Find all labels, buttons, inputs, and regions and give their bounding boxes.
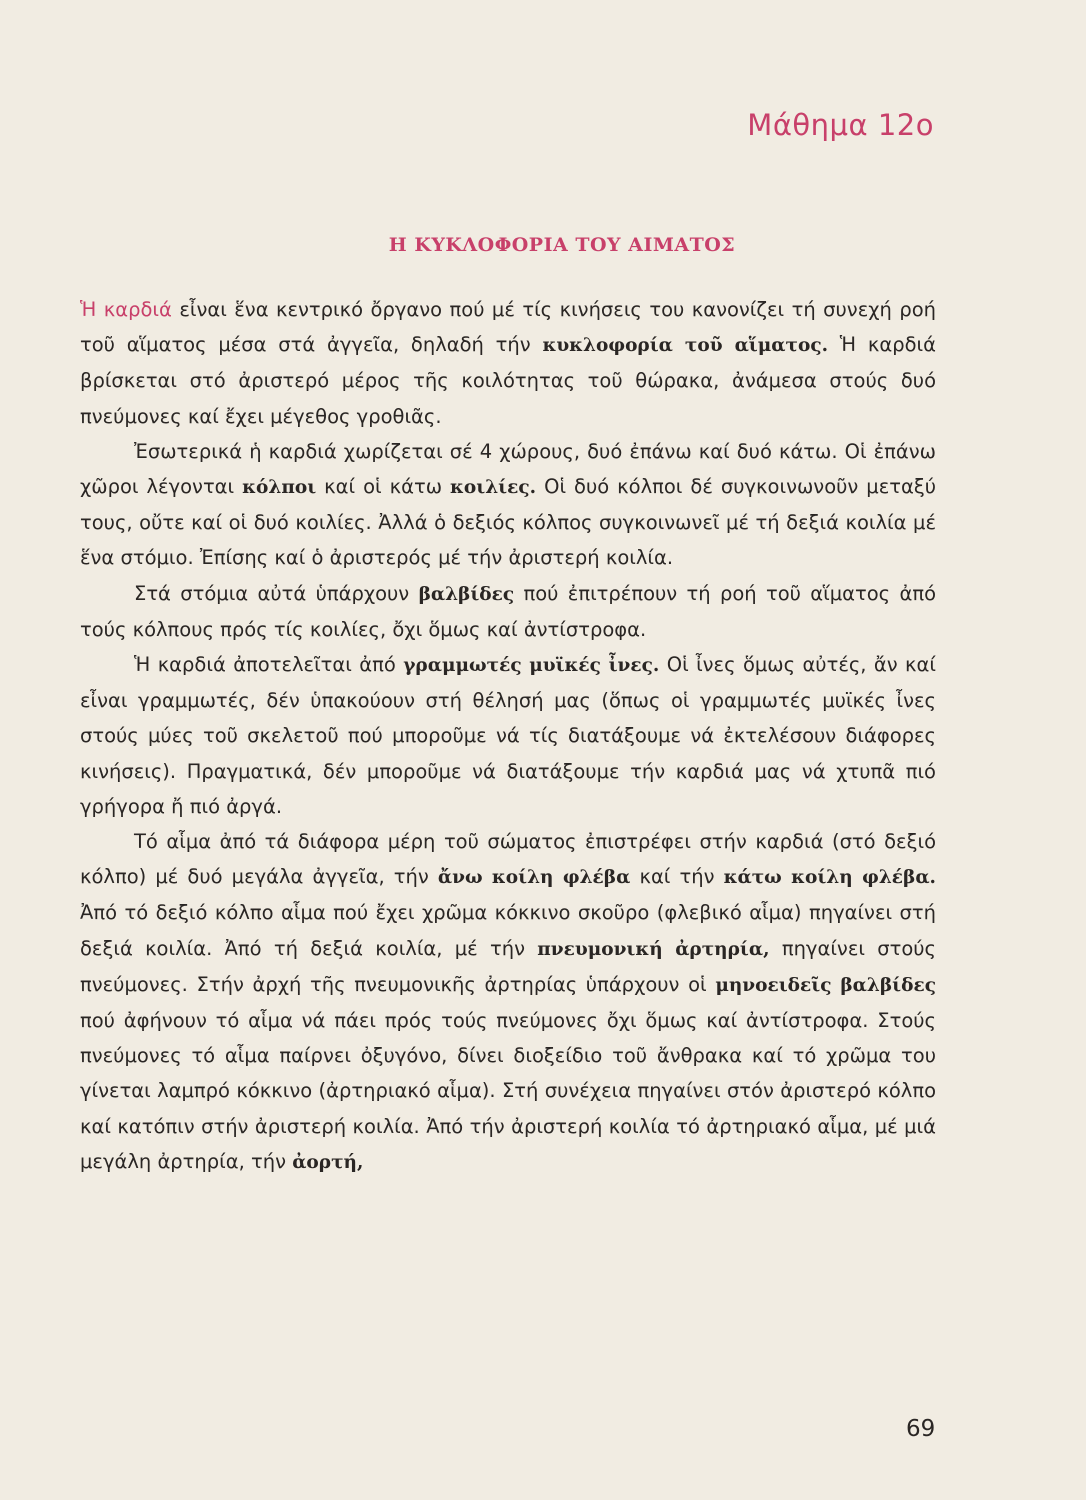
text-run: πηγαίνει στούς πνεύμονες. Στήν ἀρχή τῆς πνευμονικῆς ἀρτηρίας ὑπάρχουν οἱ [80,936,936,996]
text-run: Τό αἷμα ἀπό τά διάφορα μέρη τοῦ σώματος ἐπιστρέφει στήν καρδιά (στό δεξιό κόλπο) μέ δυό μεγάλα ἀγγεῖα, τήν [80,830,936,889]
key-term: κάτω κοίλη φλέβα. [723,867,936,889]
text-run: καί οἱ κάτω [316,475,451,499]
text-run: καί τήν [630,865,724,889]
text-run: Ἀπό τό δεξιό κόλπο αἷμα πού ἔχει χρῶμα κόκκινο σκοῦρο (φλεβικό αἷμα) πηγαίνει στή δεξιά κοιλία. Ἀπό τή δεξιά κοιλία, μέ τήν [80,901,936,960]
paragraph [80,824,936,1180]
key-term: γραμμωτές μυϊκές ἶνες. [403,655,660,677]
paragraph [80,434,936,576]
paragraph [80,647,936,824]
text-run: Ἡ καρδιά βρίσκεται στό ἀριστερό μέρος τῆς κοιλότητας τοῦ θώρακα, ἀνάμεσα στούς δυό πνεύμονες καί ἔχει μέγεθος γροθιᾶς. [80,333,936,428]
text-run: Στά στόμια αὐτά ὑπάρχουν [134,581,419,605]
lesson-label: Μάθημα 12ο [747,108,934,142]
paragraph [80,576,936,647]
lead-words: Ἡ καρδιά [80,298,172,321]
text-run: Ἐσωτερικά ἡ καρδιά χωρίζεται σέ 4 χώρους, δυό ἐπάνω καί δυό κάτω. Οἱ ἐπάνω χῶροι λέγονται [80,439,936,499]
chapter-title: Η ΚΥΚΛΟΦΟΡΙΑ ΤΟΥ ΑΙΜΑΤΟΣ [388,234,736,256]
key-term: κυκλοφορία τοῦ αἵματος. [542,335,829,357]
key-term: ἄνω κοίλη φλέβα [437,867,631,889]
key-term: μηνοειδεῖς βαλβίδες [715,974,936,996]
key-term: βαλβίδες [418,583,515,605]
page-number: 69 [906,1416,936,1442]
key-term: πνευμονική ἀρτηρία, [537,938,770,960]
text-run: εἶναι ἕνα κεντρικό ὄργανο πού μέ τίς κινήσεις του κανονίζει τή συνεχή ροή τοῦ αἵματος μέσα στά ἀγγεῖα, δηλαδή τήν [80,298,936,357]
paragraph [80,292,936,434]
text-run: πού ἐπιτρέπουν τή ροή τοῦ αἵματος ἀπό τούς κόλπους πρός τίς κοιλίες, ὄχι ὅμως καί ἀντίστροφα. [80,581,936,641]
text-run: Οἱ ἶνες ὅμως αὐτές, ἄν καί εἶναι γραμμωτές, δέν ὑπακούουν στή θέλησή μας (ὅπως οἱ γραμμωτές μυϊκές ἶνες στούς μύες τοῦ σκελετοῦ πού μποροῦμε νά τίς διατάξουμε νά ἐκτελέσουν διάφορες κινήσεις). Πραγματικά, δέν μποροῦμε νά διατάξουμε τήν καρδιά μας νά χτυπᾶ πιό γρήγορα ἤ πιό ἀργά. [80,653,936,818]
text-run: Οἱ δυό κόλποι δέ συγκοινωνοῦν μεταξύ τους, οὔτε καί οἱ δυό κοιλίες. Ἀλλά ὁ δεξιός κόλπος συγκοινωνεῖ μέ τή δεξιά κοιλία μέ ἕνα στόμιο. Ἐπίσης καί ὁ ἀριστερός μέ τήν ἀριστερή κοιλία. [80,475,936,570]
key-term: ἀορτή, [292,1151,364,1173]
text-run: Ἡ καρδιά ἀποτελεῖται ἀπό [134,653,404,677]
body-text [80,292,936,1180]
text-run: πού ἀφήνουν τό αἷμα νά πάει πρός τούς πνεύμονες ὄχι ὅμως καί ἀντίστροφα. Στούς πνεύμονες τό αἷμα παίρνει ὀξυγόνο, δίνει διοξείδιο τοῦ ἄνθρακα καί τό χρῶμα του γίνεται λαμπρό κόκκινο (ἀρτηριακό αἷμα). Στή συνέχεια πηγαίνει στόν ἀριστερό κόλπο καί κατόπιν στήν ἀριστερή κοιλία. Ἀπό τήν ἀριστερή κοιλία τό ἀρτηριακό αἷμα, μέ μιά μεγάλη ἀρτηρία, τήν [80,1009,936,1173]
key-term: κόλποι [242,477,317,499]
key-term: κοιλίες. [450,477,537,499]
